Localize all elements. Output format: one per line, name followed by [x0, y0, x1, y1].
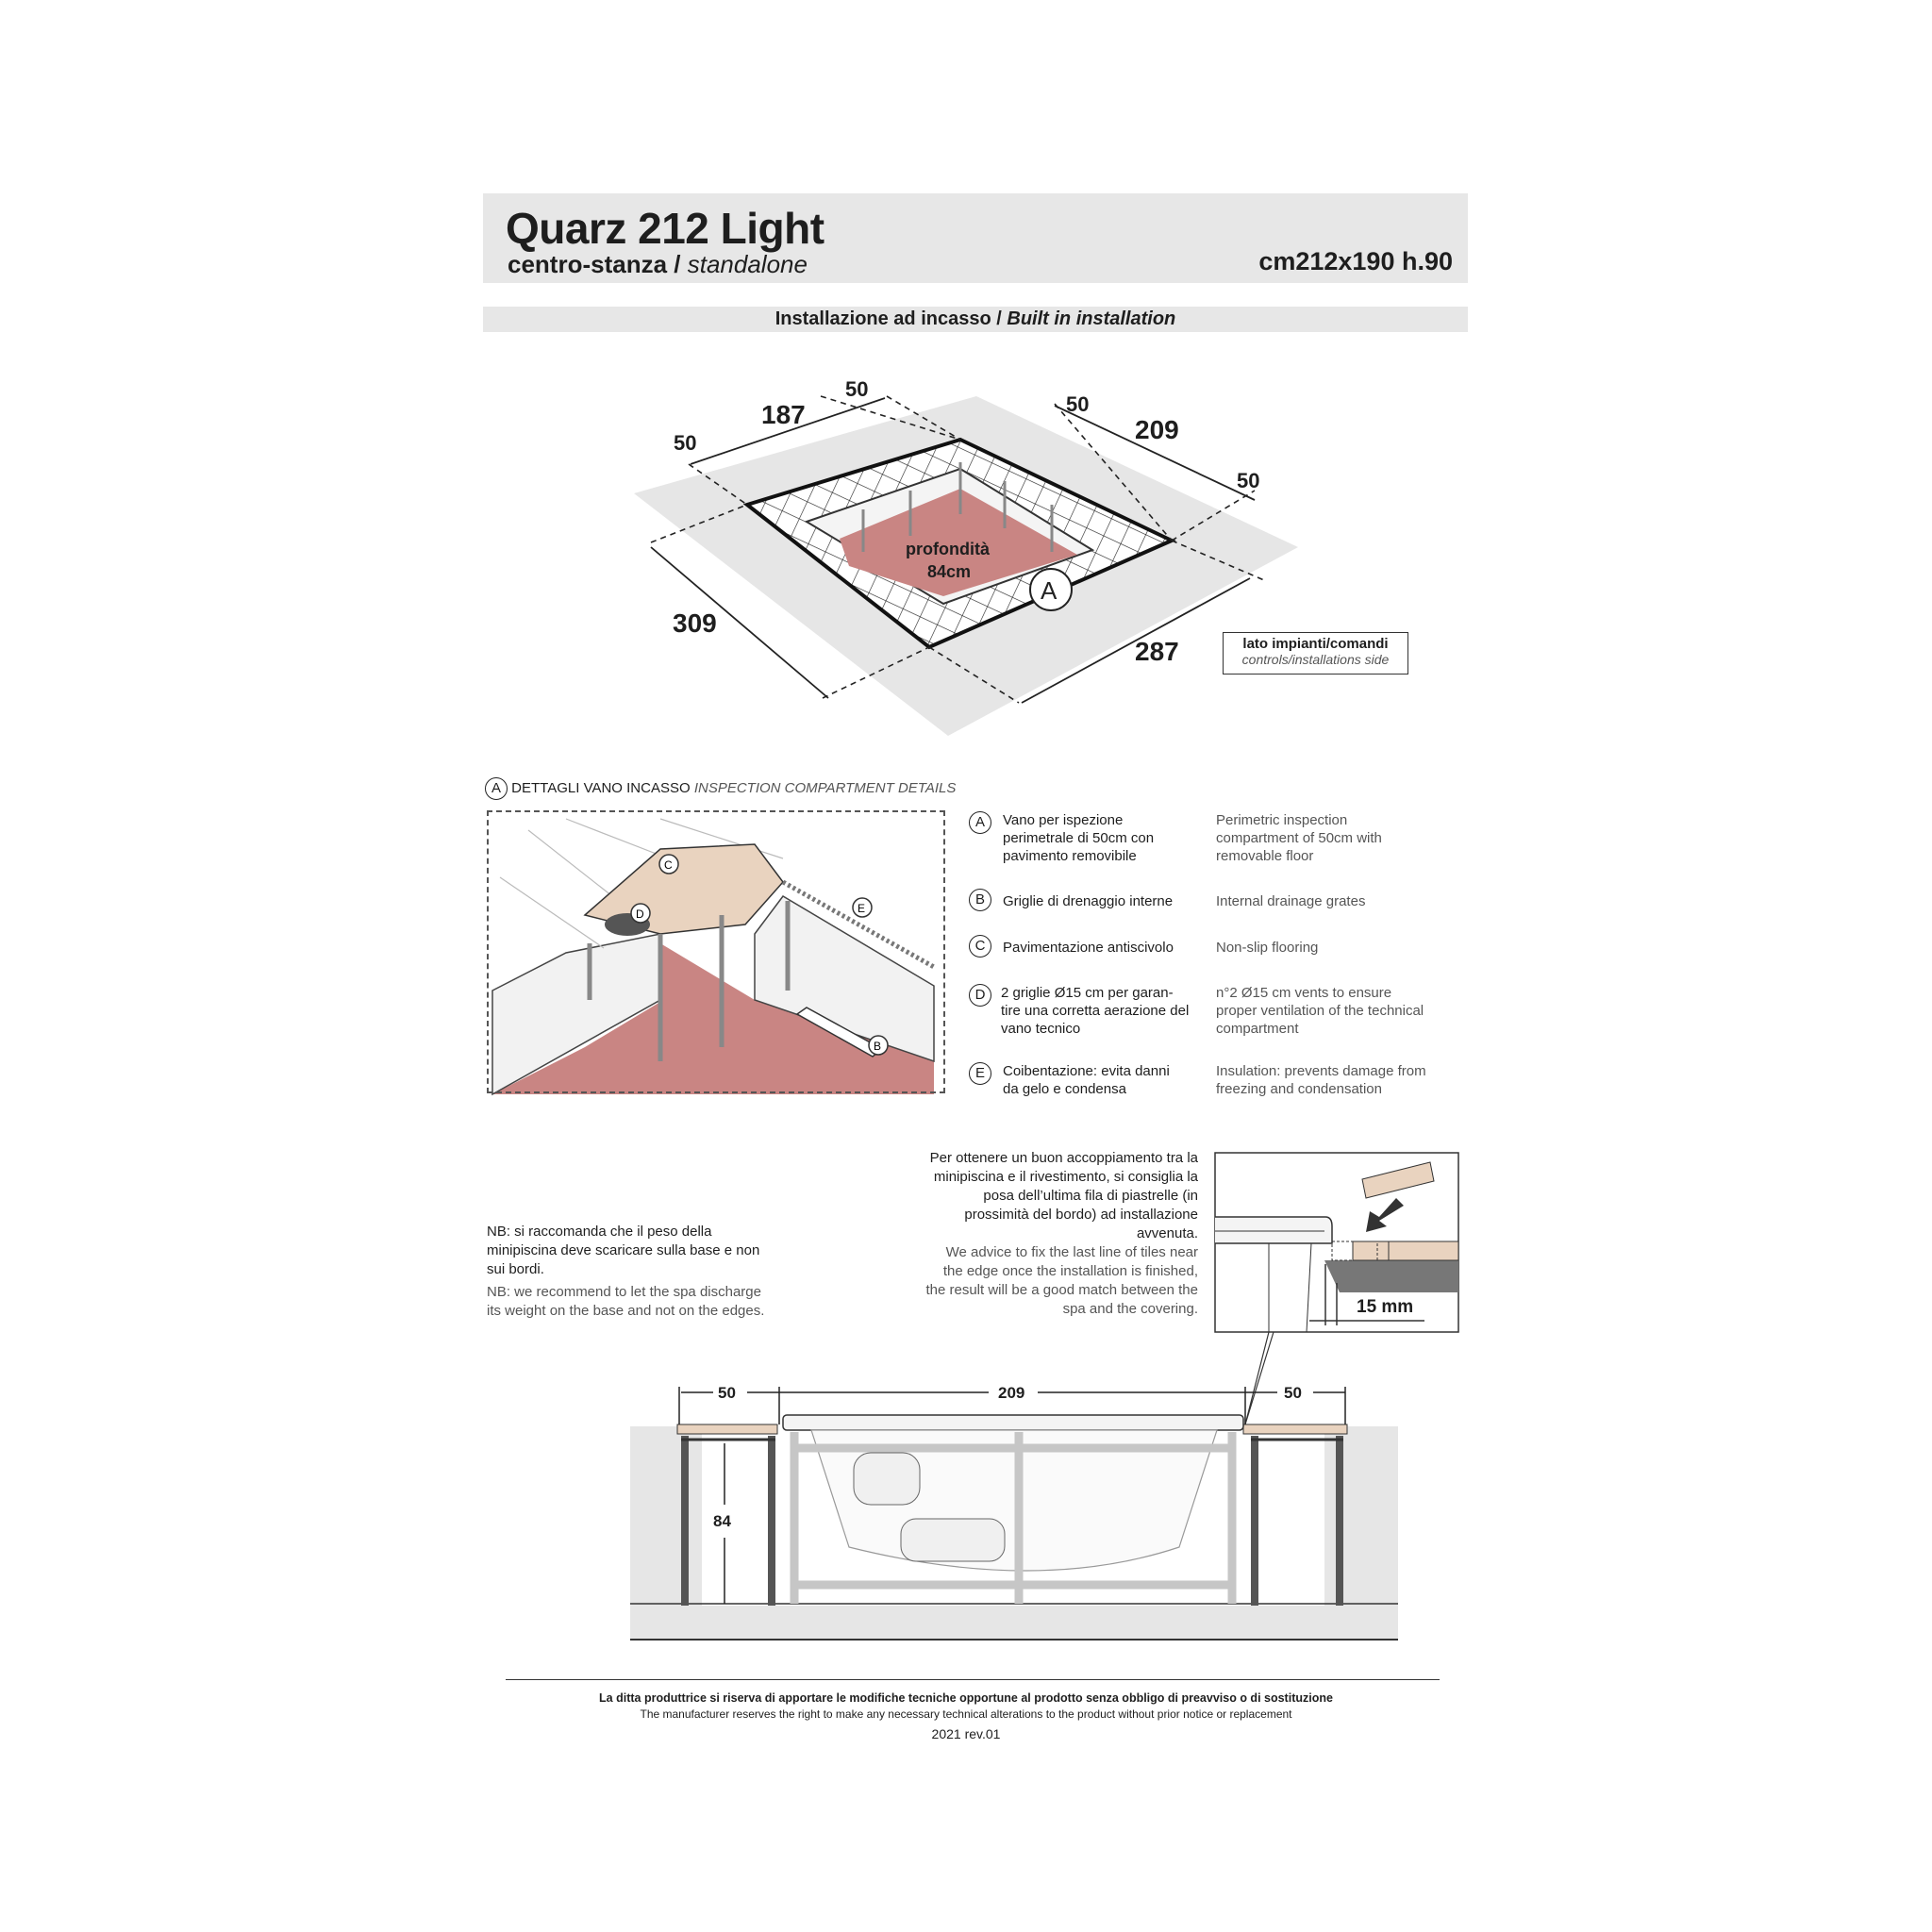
footer-disclaimer-it: La ditta produttrice si riserva di apportare le modifiche tecniche opportune al prodotto senza obbligo di preavviso o di sostituzione — [599, 1691, 1333, 1705]
detail-frame — [487, 810, 945, 1093]
key-letter: E — [969, 1062, 991, 1085]
detail-marker: A — [485, 777, 508, 800]
legend-it: lato impianti/comandi — [1242, 636, 1389, 652]
plan-dim-309: 309 — [673, 608, 717, 638]
weight-note-en: NB: we recommend to let the spa discharge its weight on the base and not on the edges. — [487, 1284, 765, 1319]
detail-title — [485, 777, 956, 800]
key-text-en: Internal drainage grates — [1216, 893, 1366, 909]
section-dim-right: 50 — [1284, 1384, 1302, 1402]
callout-e: E — [858, 902, 866, 915]
key-text-it: Griglie di drenaggio interne — [1003, 893, 1174, 909]
tiling-advice-it: Per ottenere un buon accoppiamento tra la minipiscina e il rivestimento, si consiglia la posa dell’ultima fila di piastrelle (in prossimità del bordo) ad installazione avvenuta. — [929, 1150, 1198, 1241]
footer-divider — [506, 1679, 1440, 1680]
plan-dim-209: 209 — [1135, 415, 1179, 444]
key-text-en: Non-slip flooring — [1216, 940, 1319, 956]
key-letter: D — [969, 984, 991, 1007]
footer-revision: 2021 rev.01 — [931, 1726, 1001, 1741]
key-text-en: n°2 Ø15 cm vents to ensure proper ventilation of the technical compartment — [1216, 985, 1424, 1037]
subtitle-it: centro-stanza / — [508, 250, 681, 278]
detail-title-it: DETTAGLI VANO INCASSO — [511, 780, 691, 796]
key-letter: B — [969, 889, 991, 911]
plan-dim-50-d: 50 — [1237, 469, 1260, 492]
section-dim-left: 50 — [718, 1384, 736, 1402]
inset-gap: 15 mm — [1357, 1297, 1414, 1317]
plan-marker: A — [1041, 576, 1058, 605]
plan-dim-287: 287 — [1135, 637, 1179, 666]
product-title: Quarz 212 Light — [506, 204, 824, 253]
tiling-advice — [924, 1149, 1198, 1319]
key-text-it: 2 griglie Ø15 cm per garan-tire una corretta aerazione del vano tecnico — [1001, 985, 1190, 1037]
plan-dim-50-c: 50 — [1066, 392, 1090, 416]
depth-value: 84cm — [927, 562, 972, 581]
band-separator: / — [996, 308, 1002, 329]
key-text-it: Coibentazione: evita danni da gelo e condensa — [1003, 1063, 1170, 1097]
key-letter: C — [969, 935, 991, 958]
plan-dim-50-a: 50 — [674, 431, 697, 455]
detail-title-en: INSPECTION COMPARTMENT DETAILS — [693, 780, 957, 796]
weight-note-it: NB: si raccomanda che il peso della minipiscina deve scaricare sulla base e non sui bordi. — [487, 1224, 760, 1277]
controls-side-legend — [1223, 632, 1408, 675]
subtitle-en: standalone — [687, 250, 808, 278]
section-dim-center: 209 — [998, 1384, 1025, 1402]
footer-disclaimer-en: The manufacturer reserves the right to make any necessary technical alterations to the product without prior notice or replacement — [640, 1707, 1292, 1721]
depth-label: profondità — [906, 540, 990, 558]
weight-note — [487, 1223, 770, 1321]
callout-b: B — [874, 1040, 882, 1053]
callout-d: D — [636, 908, 644, 921]
band-it: Installazione ad incasso — [774, 308, 991, 329]
key-letter: A — [969, 811, 991, 834]
key-text-en: Perimetric inspection compartment of 50cm with removable floor — [1216, 812, 1382, 864]
plan-dim-187: 187 — [761, 400, 806, 429]
product-dimensions: cm212x190 h.90 — [1258, 247, 1453, 275]
cross-section — [630, 1384, 1398, 1640]
band-en: Built in installation — [1007, 308, 1176, 329]
key-text-en: Insulation: prevents damage from freezing and condensation — [1216, 1063, 1426, 1097]
key-text-it: Pavimentazione antiscivolo — [1003, 940, 1174, 956]
plan-dim-50-b: 50 — [845, 377, 869, 401]
inset-detail — [1215, 1153, 1458, 1424]
legend-en: controls/installations side — [1241, 652, 1390, 667]
section-dim-depth: 84 — [713, 1512, 731, 1530]
callout-c: C — [664, 858, 673, 872]
tiling-advice-en: We advice to fix the last line of tiles near the edge once the installation is finished, the result will be a good match between the spa and the covering. — [925, 1244, 1198, 1317]
key-text-it: Vano per ispezione perimetrale di 50cm con pavimento removibile — [1003, 812, 1155, 864]
